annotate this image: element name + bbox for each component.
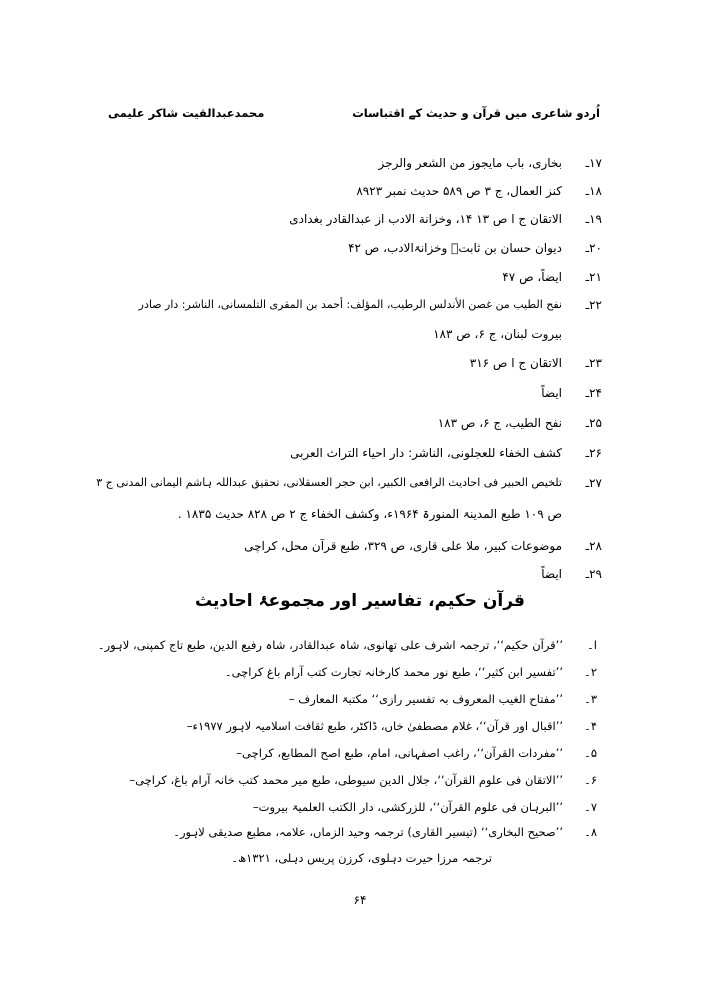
reference-number: ۱۸ـ xyxy=(585,184,602,198)
reference-number: ۱۷ـ xyxy=(585,156,602,170)
bibliography-text: ’’قرآن حکیم‘‘، ترجمہ اشرف علی تھانوی، شاہ عبدالقادر، شاہ رفیع الدین، طبع تاج کمپنی، لاہور۔ xyxy=(97,638,563,652)
bibliography-text: ’’اقبال اور قرآن‘‘، غلام مصطفیٰ خاں، ڈاکٹر، طبع ثقافت اسلامیہ لاہور ۱۹۷۷ء– xyxy=(186,719,563,733)
reference-number: ۲۴ـ xyxy=(585,386,602,400)
bibliography-text: ’’مفردات القرآن‘‘، راغب اصفہانی، امام، طبع اصح المطابع، کراچی– xyxy=(236,746,563,760)
section-heading: قرآن حکیم، تفاسیر اور مجموعۂ احادیث xyxy=(195,591,525,611)
bibliography-text: ’’صحیح البخاری‘‘ (تیسیر القاری) ترجمہ وحید الزماں، علامہ، مطبع صدیقی لاہور۔ xyxy=(173,825,563,839)
page-number: ۶۴ xyxy=(353,893,367,907)
bibliography-continuation: ترجمہ مرزا حیرت دہلوی، کرزن پریس دہلی، ۱۳۲۱ھ۔ xyxy=(231,851,492,865)
reference-number: ۲۵ـ xyxy=(585,416,602,430)
reference-text: دیوان حسان بن ثابتؓ وخزانۃالادب، ص ۴۲ xyxy=(348,241,562,255)
reference-text: کشف الخفاء للعجلونی، الناشر: دار احیاء التراث العربی xyxy=(290,446,562,460)
bibliography-text: ’’تفسیر ابن کثیر‘‘، طبع نور محمد کارخانہ تجارت کتب آرام باغ کراچی۔ xyxy=(224,665,563,679)
bibliography-text: ’’الاتقان فی علوم القرآن‘‘، جلال الدین سیوطی، طبع میر محمد کتب خانہ آرام باغ، کراچی– xyxy=(129,773,563,787)
bibliography-number: ۵۔ xyxy=(584,746,597,760)
reference-number: ۲۸ـ xyxy=(585,539,602,553)
reference-number: ۲۰ـ xyxy=(585,241,602,255)
bibliography-number: ۳۔ xyxy=(584,692,597,706)
reference-number: ۲۲ـ xyxy=(585,298,602,312)
bibliography-number: ۷۔ xyxy=(584,800,597,814)
bibliography-text: ’’مفتاح الغیب المعروف بہ تفسیر رازی‘‘ مکتبۃ المعارف – xyxy=(288,692,563,706)
reference-continuation: بیروت لبنان، ج ۶، ص ۱۸۳ xyxy=(433,327,562,341)
bibliography-number: ا۔ xyxy=(587,638,597,652)
reference-text: نفح الطیب، ج ۶، ص ۱۸۳ xyxy=(437,416,562,430)
reference-number: ۲۷ـ xyxy=(585,476,602,490)
reference-number: ۲۳ـ xyxy=(585,356,602,370)
bibliography-number: ۶۔ xyxy=(584,773,597,787)
reference-continuation: ص ۱۰۹ طبع المدینۃ المنورۃ ۱۹۶۴ء، وکشف الخفاء ج ۲ ص ۸۲۸ حدیث ۱۸۳۵ . xyxy=(177,507,562,521)
reference-text: ایضاً xyxy=(541,567,562,581)
reference-text: الاتقان ج ا ص ۳۱۶ xyxy=(469,356,562,370)
reference-text: کنز العمال، ج ۳ ص ۵۸۹ حدیث نمبر ۸۹۲۳ xyxy=(356,184,562,198)
bibliography-number: ۴۔ xyxy=(584,719,597,733)
reference-number: ۲۶ـ xyxy=(585,446,602,460)
bibliography-number: ۲۔ xyxy=(584,665,597,679)
running-author: محمدعبدالقیت شاکر علیمی xyxy=(108,106,265,120)
reference-text: ایضاً xyxy=(541,386,562,400)
reference-text: نفح الطیب من غصن الأندلس الرطیب، المؤلف: أحمد بن المقری التلمسانی، الناشر: دار صادر xyxy=(138,298,562,311)
reference-text: الاتقان ج ا ص ۱۳ ۱۴، وخزانة الادب از عبدالقادر بغدادی xyxy=(289,212,562,226)
reference-text: ایضاً، ص ۴۷ xyxy=(502,270,562,284)
reference-text: تلخیص الحبیر فی احادیث الرافعی الکبیر، ابن حجر العسقلانی، تحقیق عبداللہ ہاشم الیمانی المدنی ج ۳ xyxy=(96,476,562,489)
bibliography-number: ۸۔ xyxy=(584,825,597,839)
reference-number: ۲۹ـ xyxy=(585,567,602,581)
reference-number: ۲۱ـ xyxy=(585,270,602,284)
reference-text: موضوعات کبیر، ملا علی قاری، ص ۳۲۹، طبع قرآن محل، کراچی xyxy=(244,539,562,553)
reference-number: ۱۹ـ xyxy=(585,212,602,226)
bibliography-text: ’’البرہان فی علوم القرآن‘‘، للزرکشی، دار الکتب العلمیۃ بیروت– xyxy=(252,800,563,814)
running-title: اُردو شاعری میں قرآن و حدیث کے اقتباسات xyxy=(352,106,600,120)
reference-text: بخاری، باب مایجوز من الشعر والرجز xyxy=(378,156,562,170)
